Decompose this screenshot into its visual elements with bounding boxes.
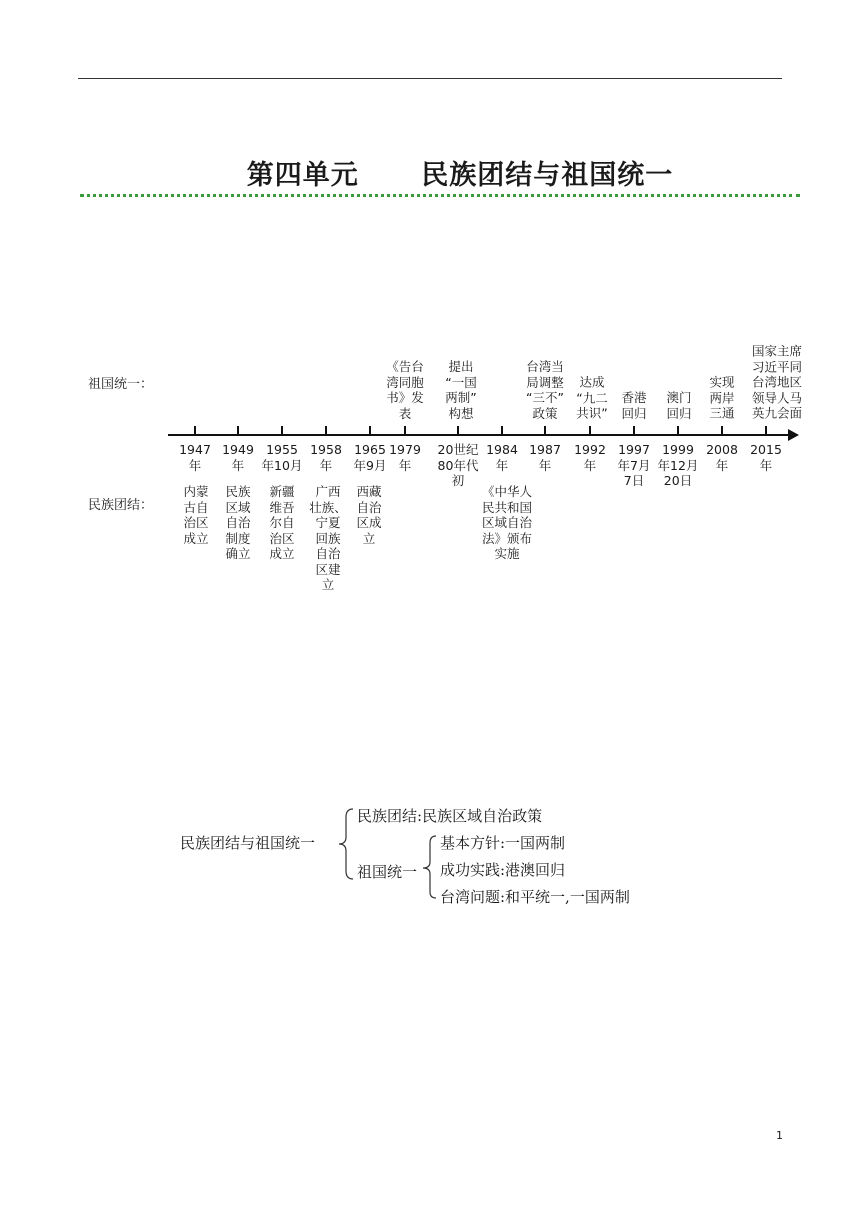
inner-brace-icon (420, 832, 440, 902)
timeline-date: 1958 年 (310, 442, 342, 473)
unity-event: 民族 区域 自治 制度 确立 (225, 484, 251, 561)
unity-event: 广西 壮族、 宁夏 回族 自治 区建 立 (309, 484, 347, 592)
timeline-tick (237, 426, 239, 435)
timeline-date: 1947 年 (179, 442, 211, 473)
reunification-event: 国家主席 习近平同 台湾地区 领导人马 英九会面 (751, 343, 803, 421)
timeline-date: 1949 年 (222, 442, 254, 473)
timeline-tick (633, 426, 635, 435)
summary-item: 基本方针:一国两制 (440, 834, 566, 852)
title-underline (80, 194, 800, 197)
timeline-tick (721, 426, 723, 435)
timeline-tick (369, 426, 371, 435)
timeline-tick (501, 426, 503, 435)
reunification-event: 实现 两岸 三通 (709, 374, 735, 421)
timeline-date: 1997 年7月 7日 (617, 442, 651, 488)
unity-event: 西藏 自治 区成 立 (356, 484, 382, 546)
summary-item: 台湾问题:和平统一,一国两制 (440, 888, 630, 906)
timeline-date: 1992 年 (574, 442, 606, 473)
timeline-tick (404, 426, 406, 435)
summary-item: 成功实践:港澳回归 (440, 861, 566, 879)
timeline-axis (168, 434, 792, 436)
timeline-tick (589, 426, 591, 435)
timeline-date: 2008 年 (706, 442, 738, 473)
timeline-date: 1979 年 (389, 442, 421, 473)
timeline-tick (281, 426, 283, 435)
unity-event: 《中华人 民共和国 区域自治 法》颁布 实施 (481, 484, 533, 561)
timeline-tick (677, 426, 679, 435)
timeline-tick (765, 426, 767, 435)
timeline-arrow-icon (788, 429, 799, 441)
unity-row-label: 民族团结： (88, 498, 154, 513)
timeline-date: 20世纪 80年代 初 (437, 442, 479, 488)
reunification-event: 澳门 回归 (666, 390, 692, 421)
reunification-event: 台湾当 局调整 “三不” 政策 (526, 359, 564, 421)
reunification-event: 提出 “一国 两制” 构想 (445, 359, 477, 421)
timeline-date: 2015 年 (750, 442, 782, 473)
timeline-date: 1965 年9月 (353, 442, 387, 473)
reunification-row-label: 祖国统一： (88, 377, 154, 392)
page-number: 1 (776, 1129, 783, 1142)
unity-event: 新疆 维吾 尔自 治区 成立 (269, 484, 295, 561)
timeline-date: 1955 年10月 (261, 442, 303, 473)
branch-ethnic-unity: 民族团结:民族区域自治政策 (357, 807, 543, 825)
timeline-date: 1984 年 (486, 442, 518, 473)
outer-brace-icon (337, 805, 357, 885)
reunification-event: 《告台 湾同胞 书》发 表 (386, 359, 424, 421)
reunification-event: 香港 回归 (621, 390, 647, 421)
timeline-date: 1987 年 (529, 442, 561, 473)
page-title: 第四单元 民族团结与祖国统一 (246, 160, 674, 191)
reunification-event: 达成 “九二 共识” (576, 374, 608, 421)
unity-event: 内蒙 古自 治区 成立 (183, 484, 209, 546)
timeline-tick (544, 426, 546, 435)
timeline-date: 1999 年12月 20日 (657, 442, 699, 488)
timeline-tick (457, 426, 459, 435)
timeline-tick (194, 426, 196, 435)
timeline-tick (325, 426, 327, 435)
branch-reunification: 祖国统一 (357, 863, 418, 881)
header-rule (78, 78, 782, 79)
summary-root: 民族团结与祖国统一 (180, 834, 316, 852)
